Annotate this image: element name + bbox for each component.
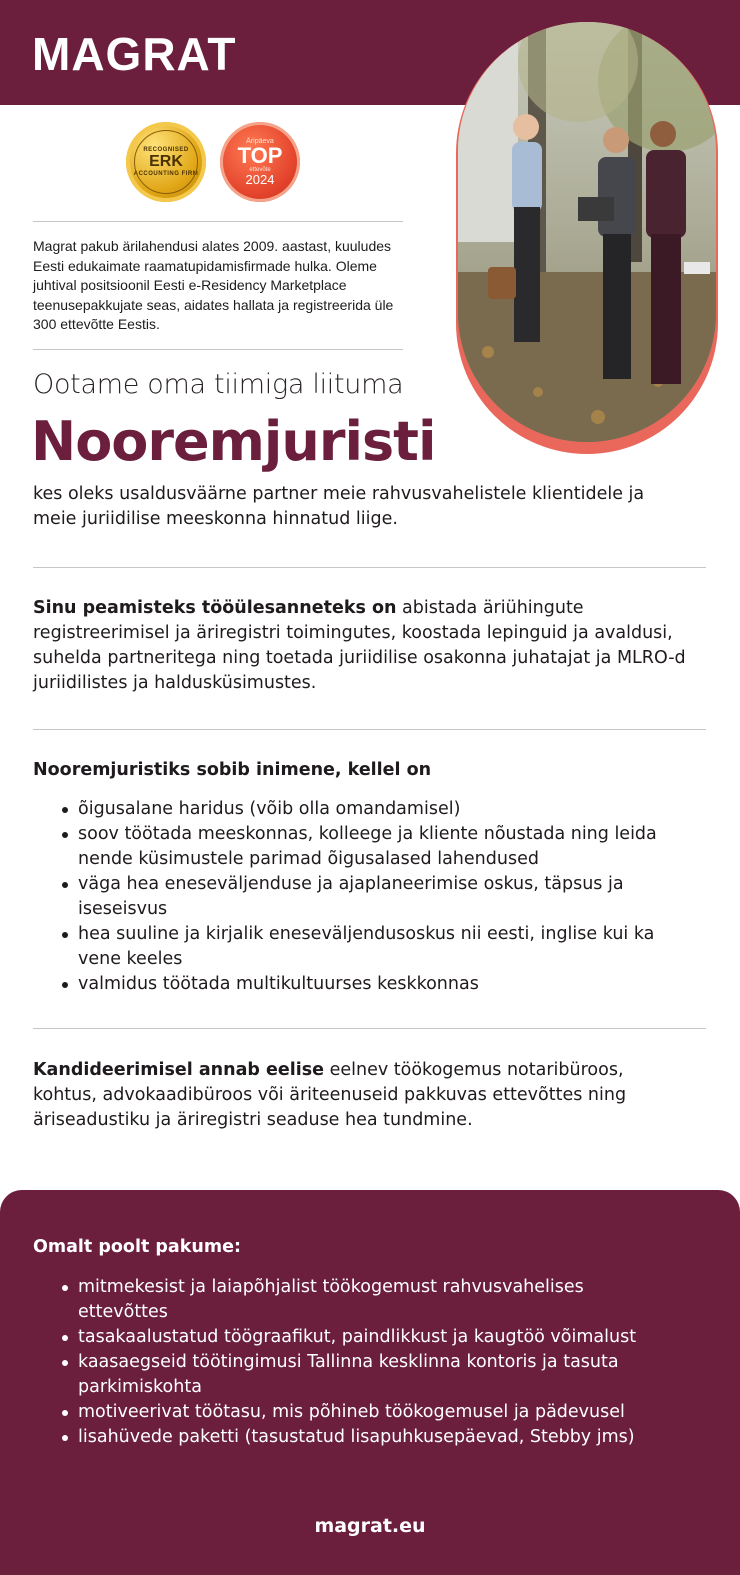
top-2024-badge [220, 122, 300, 202]
divider [33, 221, 403, 222]
headline-lead: Ootame oma tiimiga liituma [33, 369, 404, 400]
advantage-bold: Kandideerimisel annab eelise [33, 1060, 325, 1080]
erk-badge-top-text: RECOGNISED [143, 147, 189, 153]
offer-panel [0, 1190, 740, 1575]
offer-heading: Omalt poolt pakume: [33, 1237, 241, 1257]
erk-badge-center: ERK [149, 153, 183, 170]
award-badges [126, 122, 300, 202]
website-link[interactable]: magrat.eu [314, 1515, 426, 1537]
requirements-heading: Nooremjuristiks sobib inimene, kellel on [33, 760, 432, 780]
duties-text: abistada äriühingute registreerimisel ja äriregistri toimingutes, koostada lepinguid ja avaldusi, suhelda partneritega ning toetada juriidilise osakonna juhatajat ja MLRO-d juriidilistes ja haldusküsimustes. [33, 598, 686, 693]
list-item: väga hea eneseväljenduse ja ajaplaneerimise oskus, täpsus ja iseseisvus [58, 872, 658, 922]
team-photo [458, 22, 716, 442]
list-item: motiveerivat töötasu, mis põhineb töökogemusel ja pädevusel [58, 1400, 698, 1425]
list-item: hea suuline ja kirjalik eneseväljendusoskus nii eesti, inglise kui ka vene keeles [58, 922, 658, 972]
top-badge-year: 2024 [245, 172, 275, 187]
divider [33, 729, 706, 730]
divider [33, 1028, 706, 1029]
intro-text: Magrat pakub ärilahendusi alates 2009. aastast, kuuludes Eesti edukaimate raamatupidamisfirmade hulka. Oleme juhtival positsioonil Eesti e-Residency Marketplace teenusepakkujate seas, aidates hallata ja registreerida üle 300 ettevõtte Eestis. [33, 238, 394, 332]
top-badge-main: TOP [237, 143, 283, 168]
headline-sub: kes oleks usaldusväärne partner meie rahvusvahelistele klientidele ja meie juriidilise meeskonna hinnatud liige. [33, 484, 645, 529]
erk-recognised-badge [126, 122, 206, 202]
advantage-paragraph [33, 1058, 693, 1133]
requirements-list [58, 797, 658, 997]
list-item: lisahüvede paketti (tasustatud lisapuhkusepäevad, Stebby jms) [58, 1425, 698, 1450]
list-item: soov töötada meeskonnas, kolleege ja kliente nõustada ning leida nende küsimustele parimad õigusalased lahendused [58, 822, 658, 872]
team-photo-illustration [458, 22, 716, 442]
list-item: mitmekesist ja laiapõhjalist töökogemust rahvusvahelises ettevõttes [58, 1275, 658, 1325]
duties-paragraph [33, 596, 693, 696]
top-badge-sub: ettevõte [249, 167, 271, 173]
advantage-text: eelnev töökogemus notaribüroos, kohtus, advokaadibüroos või äriteenuseid pakkuvas ettevõttes ning äriseadustiku ja äriregistri seaduse hea tundmine. [33, 1060, 627, 1130]
erk-badge-bottom-text: ACCOUNTING FIRM [133, 171, 199, 177]
requirements-section [33, 758, 693, 997]
divider [33, 349, 403, 350]
magrat-logo [32, 28, 236, 80]
duties-bold: Sinu peamisteks tööülesanneteks on [33, 598, 397, 618]
job-title: Nooremjuristi [31, 410, 436, 473]
badge-ring [134, 130, 198, 194]
divider [33, 567, 706, 568]
offer-list [58, 1275, 718, 1450]
list-item: õigusalane haridus (võib olla omandamisel) [58, 797, 658, 822]
list-item: valmidus töötada multikultuurses keskkonnas [58, 972, 658, 997]
logo-text: MAGRAT [32, 28, 237, 80]
list-item: kaasaegseid töötingimusi Tallinna kesklinna kontoris ja tasuta parkimiskohta [58, 1350, 658, 1400]
list-item: tasakaalustatud töögraafikut, paindlikkust ja kaugtöö võimalust [58, 1325, 658, 1350]
top-badge-label: Äripäeva [246, 138, 274, 145]
